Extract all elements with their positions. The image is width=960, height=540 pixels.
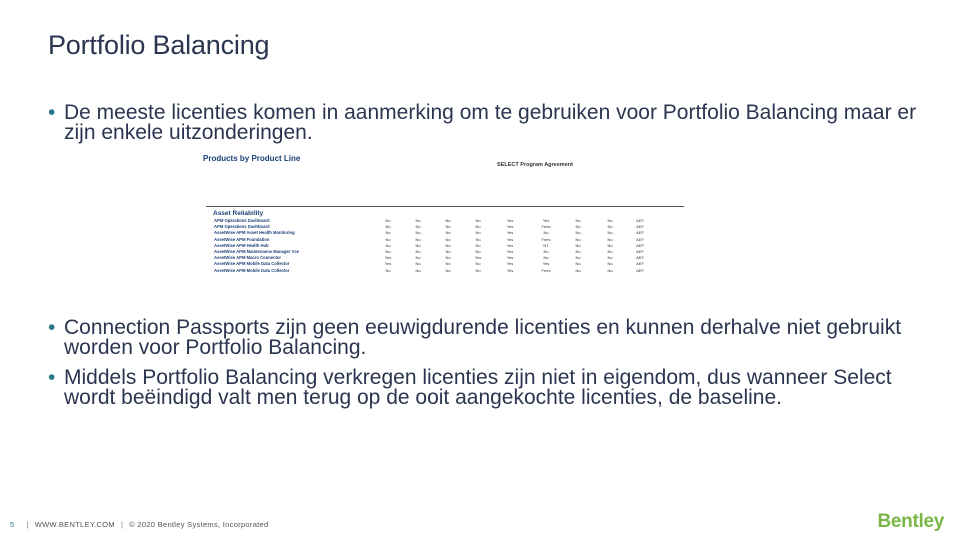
table-cell: AEF — [636, 242, 644, 248]
table-cell: No — [475, 261, 481, 267]
table-cell: Yes — [384, 255, 392, 261]
bullet-dot-icon: • — [48, 101, 56, 124]
table-cell: AEF — [636, 249, 644, 254]
table-cell: Yes — [542, 218, 550, 223]
table-cell: No — [575, 242, 581, 248]
table-cell: Fees — [541, 236, 551, 242]
bullet-list-top — [48, 103, 928, 143]
table-product-name: AssetWise APM Mobile Data Collector — [214, 261, 290, 267]
page-number: 5 — [10, 520, 15, 529]
bullet-list-bottom — [48, 318, 928, 408]
table-cell: No — [385, 224, 391, 230]
table-product-name: AssetWise APM Mobile Data Collector — [214, 267, 290, 273]
table-cell: No — [445, 242, 451, 248]
table-cell: No — [415, 242, 421, 248]
table-cell: AEF — [636, 261, 644, 267]
table-cell: Yes — [542, 261, 550, 267]
table-cell: No — [607, 236, 613, 242]
table-cell: No — [415, 218, 421, 223]
table-cell: No — [475, 267, 481, 273]
table-header-divider — [206, 206, 684, 207]
table-cell: No — [445, 218, 451, 223]
table-cell: No — [607, 242, 613, 248]
table-product-name: APM Operations Dashboard — [214, 224, 270, 230]
bullet-text: Connection Passports zijn geen eeuwigdurende licenties en kunnen derhalve niet gebruikt worden voor Portfolio Balancing. — [64, 316, 902, 359]
table-product-name: AssetWise APM Macro Connector — [214, 255, 282, 261]
table-cell: No — [607, 249, 613, 254]
table-cell: Yes — [474, 255, 482, 261]
table-cell: NT — [543, 242, 549, 248]
footer-copyright: © 2020 Bentley Systems, Incorporated — [129, 520, 269, 529]
table-cell: No — [607, 261, 613, 267]
table-cell: No — [415, 267, 421, 273]
bullet-dot-icon: • — [48, 366, 56, 389]
table-cell: No — [607, 230, 613, 236]
slide-title: Portfolio Balancing — [48, 30, 270, 60]
bullet-dot-icon: • — [48, 316, 56, 339]
table-cell: No — [475, 218, 481, 223]
table-cell: No — [415, 224, 421, 230]
table-cell: AEF — [636, 267, 644, 273]
table-cell: AEF — [636, 236, 644, 242]
table-cell: Yes — [384, 261, 392, 267]
footer-separator: | — [26, 520, 29, 529]
table-cell: Yes — [506, 267, 514, 273]
table-cell: No — [445, 230, 451, 236]
table-cell: No — [385, 236, 391, 242]
table-cell: No — [607, 267, 613, 273]
table-cell: No — [475, 236, 481, 242]
table-cell: AEF — [636, 255, 644, 261]
table-cell: No — [445, 249, 451, 254]
table-cell: No — [385, 267, 391, 273]
table-group-header: SELECT Program Agreement — [497, 162, 573, 168]
table-cell: No — [607, 224, 613, 230]
table-cell: AEF — [636, 230, 644, 236]
bullet-text: Middels Portfolio Balancing verkregen licenties zijn niet in eigendom, dus wanneer Select wordt beëindigd valt men terug op de ooit aangekochte licenties, de baseline. — [64, 366, 892, 409]
table-cell: No — [543, 230, 549, 236]
table-cell: No — [415, 249, 421, 254]
table-cell: No — [575, 224, 581, 230]
table-cell: No — [415, 236, 421, 242]
table-section-label: Asset Reliability — [213, 210, 264, 217]
table-cell: No — [475, 230, 481, 236]
table-cell: Yes — [506, 249, 514, 254]
table-product-name: AssetWise APM Foundation — [214, 236, 270, 242]
table-cell: No — [385, 249, 391, 254]
bullet-item — [48, 318, 928, 358]
table-cell: No — [415, 261, 421, 267]
table-cell: No — [475, 224, 481, 230]
table-cell: No — [575, 261, 581, 267]
table-cell: No — [543, 255, 549, 261]
table-cell: Yes — [506, 218, 514, 223]
table-cell: No — [575, 267, 581, 273]
table-cell: No — [415, 255, 421, 261]
table-cell: No — [385, 230, 391, 236]
table-product-name: APM Operations Dashboard — [214, 218, 270, 223]
slide-footer — [10, 520, 269, 529]
table-cell: No — [445, 255, 451, 261]
table-cell: No — [445, 224, 451, 230]
table-product-name: AssetWise APM Health Hub — [214, 242, 269, 248]
table-cell: No — [575, 249, 581, 254]
table-cell: No — [445, 261, 451, 267]
table-cell: No — [575, 255, 581, 261]
table-cell: AEF — [636, 224, 644, 230]
table-cell: No — [475, 249, 481, 254]
table-cell: No — [607, 218, 613, 223]
table-cell: AEF — [636, 218, 644, 223]
table-cell: Fees — [541, 267, 551, 273]
footer-separator: | — [120, 520, 124, 529]
table-title: Products by Product Line — [203, 154, 301, 163]
table-cell: No — [445, 267, 451, 273]
table-cell: Yes — [506, 236, 514, 242]
table-cell: Yes — [506, 230, 514, 236]
table-cell: No — [385, 218, 391, 223]
footer-website[interactable]: WWW.BENTLEY.COM — [34, 520, 115, 529]
bentley-logo: Bentley — [877, 511, 944, 532]
table-cell: No — [575, 218, 581, 223]
table-product-name: AssetWise APM Asset Health Monitoring — [214, 230, 295, 236]
table-cell: No — [575, 236, 581, 242]
table-cell: Yes — [506, 255, 514, 261]
table-cell: No — [543, 249, 549, 254]
embedded-license-table — [200, 152, 690, 274]
bullet-item — [48, 103, 928, 143]
table-cell: Yes — [506, 242, 514, 248]
table-cell: No — [415, 230, 421, 236]
table-cell: No — [445, 236, 451, 242]
table-cell: No — [385, 242, 391, 248]
bullet-text: De meeste licenties komen in aanmerking om te gebruiken voor Portfolio Balancing maar er zijn enkele uitzonderingen. — [64, 101, 917, 144]
table-cell: Yes — [506, 224, 514, 230]
table-cell: Fees — [541, 224, 551, 230]
table-cell: Yes — [506, 261, 514, 267]
table-cell: No — [607, 255, 613, 261]
table-cell: No — [575, 230, 581, 236]
table-cell: No — [475, 242, 481, 248]
table-product-name: AssetWise APM Maintenance Manager Vce — [214, 249, 299, 254]
bullet-item — [48, 368, 928, 408]
